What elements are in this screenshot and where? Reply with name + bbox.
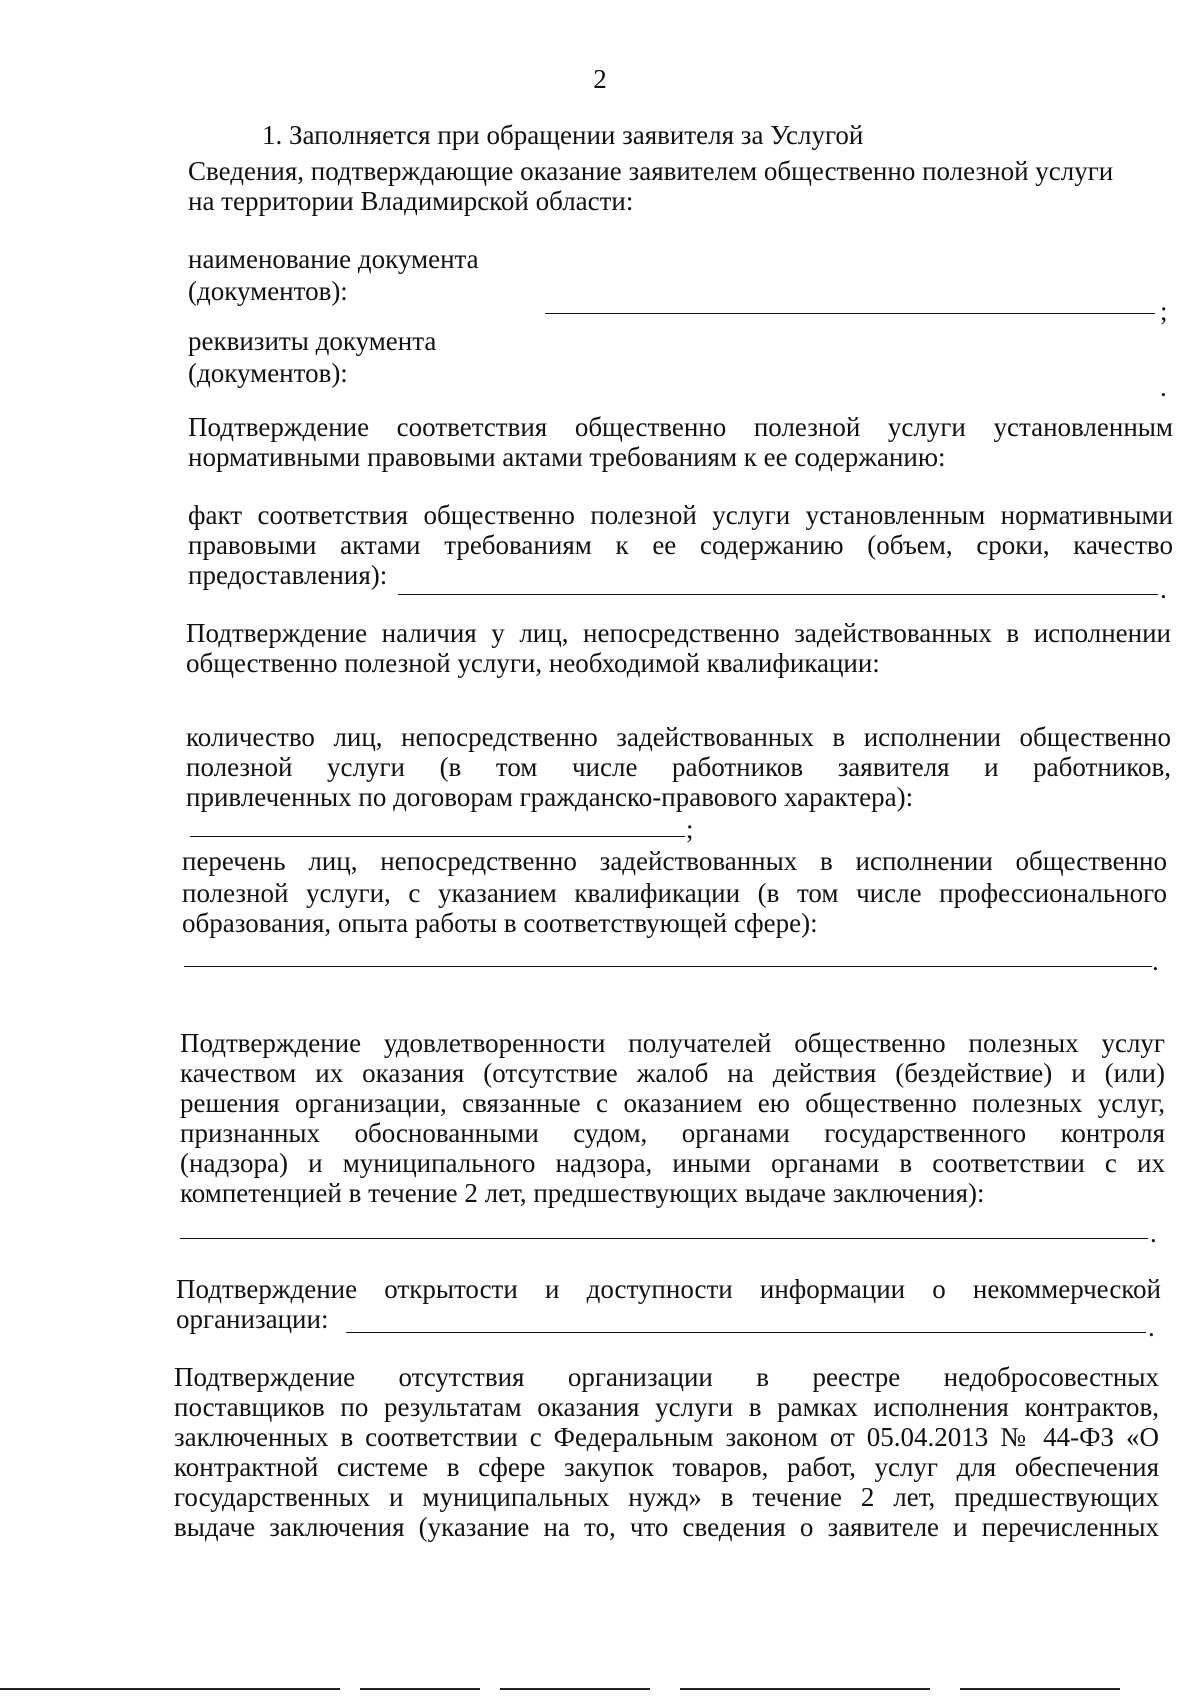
openness-line-2: организации: xyxy=(176,1304,329,1334)
satisfaction-line-5: (надзора) и муниципального надзора, иными органами в соответствии с их xyxy=(180,1148,1165,1178)
qualification-list-fill-line[interactable] xyxy=(184,966,1152,967)
doc-name-label-2: (документов): xyxy=(188,276,348,306)
compliance-fill-line[interactable] xyxy=(398,594,1158,595)
satisfaction-line-1: Подтверждение удовлетворенности получателей общественно полезных услуг xyxy=(180,1028,1165,1058)
registry-line-4: контрактной системе в сфере закупок товаров, работ, услуг для обеспечения xyxy=(174,1452,1159,1482)
compliance-end: . xyxy=(1160,574,1167,604)
satisfaction-end: . xyxy=(1150,1218,1157,1248)
compliance-fact-3: предоставления): xyxy=(188,560,388,590)
satisfaction-line-3: решения организации, связанные с оказанием ею общественно полезных услуг, xyxy=(180,1088,1165,1118)
qualification-heading-2: общественно полезной услуги, необходимой квалификации: xyxy=(186,648,880,678)
doc-name-end: ; xyxy=(1160,296,1168,326)
doc-name-label-1: наименование документа xyxy=(188,244,479,274)
registry-line-1: Подтверждение отсутствия организации в реестре недобросовестных xyxy=(174,1362,1159,1392)
registry-line-6: выдаче заключения (указание на то, что сведения о заявителе и перечисленных xyxy=(174,1512,1159,1542)
doc-name-fill-line[interactable] xyxy=(545,313,1155,314)
openness-end: . xyxy=(1148,1312,1155,1342)
qualification-list-2: полезной услуги, с указанием квалификации (в том числе профессионального xyxy=(182,878,1167,908)
qualification-heading-1: Подтверждение наличия у лиц, непосредственно задействованных в исполнении xyxy=(186,618,1171,648)
registry-line-5: государственных и муниципальных нужд» в течение 2 лет, предшествующих xyxy=(174,1482,1159,1512)
page-number: 2 xyxy=(593,64,607,94)
qualification-list-1: перечень лиц, непосредственно задействованных в исполнении общественно xyxy=(182,846,1167,876)
qualification-list-3: образования, опыта работы в соответствующей сфере): xyxy=(182,908,818,938)
footer-rule-mid-2 xyxy=(500,1688,650,1690)
qualification-count-fill-line[interactable] xyxy=(190,836,685,837)
doc-requisites-label-1: реквизиты документа xyxy=(188,326,437,356)
satisfaction-fill-line[interactable] xyxy=(180,1238,1148,1239)
compliance-fact-1: факт соответствия общественно полезной услуги установленным нормативными xyxy=(188,500,1173,530)
satisfaction-line-4: признанных обоснованными судом, органами государственного контроля xyxy=(180,1118,1165,1148)
openness-fill-line[interactable] xyxy=(346,1332,1146,1333)
satisfaction-line-6: компетенцией в течение 2 лет, предшествующих выдаче заключения): xyxy=(180,1178,985,1208)
doc-requisites-end: . xyxy=(1160,372,1167,402)
registry-line-3: заключенных в соответствии с Федеральным законом от 05.04.2013 № 44-ФЗ «О xyxy=(174,1422,1159,1452)
qualification-count-end: ; xyxy=(686,814,694,844)
registry-line-2: поставщиков по результатам оказания услуги в рамках исполнения контрактов, xyxy=(174,1392,1159,1422)
qualification-count-2: полезной услуги (в том числе работников заявителя и работников, xyxy=(186,752,1171,782)
qualification-count-3: привлеченных по договорам гражданско-правового характера): xyxy=(186,782,914,812)
qualification-count-1: количество лиц, непосредственно задействованных в исполнении общественно xyxy=(186,722,1171,752)
intro-line-2: на территории Владимирской области: xyxy=(188,186,634,216)
footer-rule-mid-3 xyxy=(680,1688,930,1690)
compliance-heading-2: нормативными правовыми актами требованиям к ее содержанию: xyxy=(188,442,946,472)
footer-rule-left xyxy=(0,1688,340,1690)
intro-line-1: Сведения, подтверждающие оказание заявителем общественно полезной услуги xyxy=(188,156,1114,186)
doc-requisites-label-2: (документов): xyxy=(188,358,348,388)
footer-rule-right xyxy=(960,1688,1120,1690)
satisfaction-line-2: качеством их оказания (отсутствие жалоб на действия (бездействие) и (или) xyxy=(180,1058,1165,1088)
compliance-heading-1: Подтверждение соответствия общественно полезной услуги установленным xyxy=(188,412,1173,442)
qualification-list-end: . xyxy=(1152,946,1159,976)
openness-line-1: Подтверждение открытости и доступности информации о некоммерческой xyxy=(176,1274,1161,1304)
footer-rule-mid-1 xyxy=(360,1688,480,1690)
compliance-fact-2: правовыми актами требованиям к ее содержанию (объем, сроки, качество xyxy=(188,530,1173,560)
section-heading: 1. Заполняется при обращении заявителя за Услугой xyxy=(262,120,864,150)
